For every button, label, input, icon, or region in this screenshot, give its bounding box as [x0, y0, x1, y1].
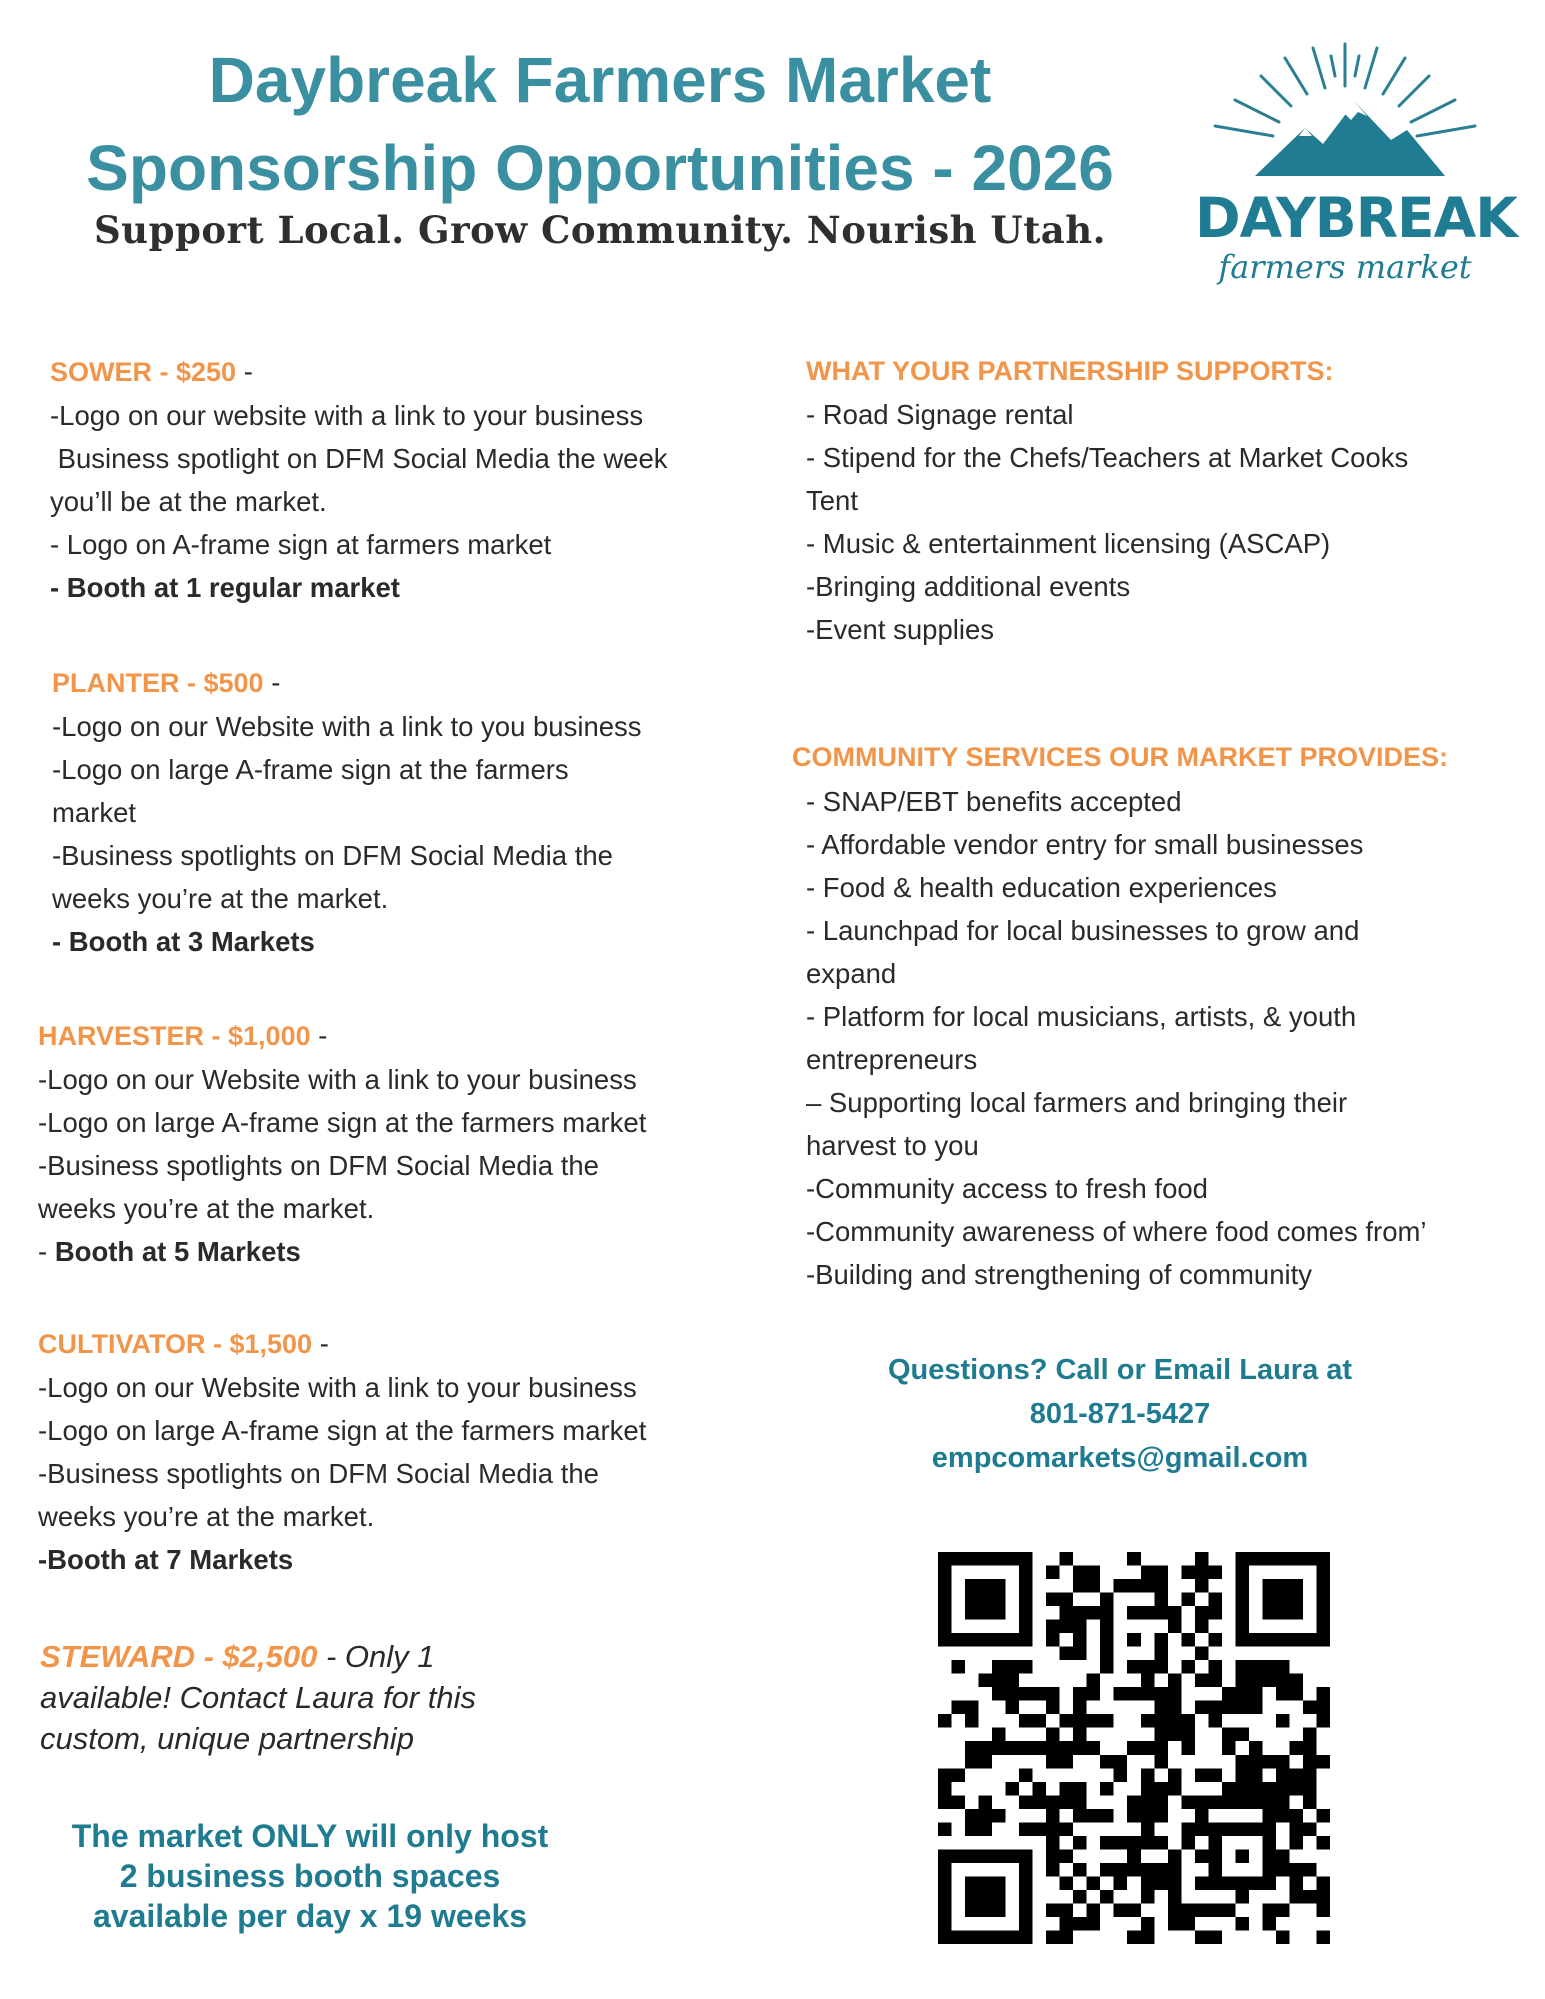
tier-benefit: -Business spotlights on DFM Social Media the	[38, 1458, 599, 1489]
tier-benefit: weeks you’re at the market.	[52, 883, 389, 914]
tier-benefit: -Business spotlights on DFM Social Media the	[38, 1150, 599, 1181]
note-line: available per day x 19 weeks	[92, 1898, 528, 1934]
tier-sower	[50, 350, 750, 609]
tier-benefit: weeks you’re at the market.	[38, 1193, 375, 1224]
tier-benefit: - Logo on A-frame sign at farmers market	[50, 529, 552, 560]
booth-availability-note	[30, 1816, 590, 1936]
section-heading: WHAT YOUR PARTNERSHIP SUPPORTS:	[806, 356, 1334, 386]
tier-benefit: -Logo on our website with a link to your business	[50, 400, 644, 431]
tier-heading: CULTIVATOR - $1,500	[38, 1329, 313, 1359]
contact-info	[820, 1348, 1420, 1480]
tier-separator: -	[312, 1328, 329, 1359]
logo-subtitle: farmers market	[1218, 248, 1472, 286]
title-line-2: Sponsorship Opportunities - 2026	[86, 132, 1114, 204]
tier-benefit: weeks you’re at the market.	[38, 1501, 375, 1532]
tier-heading: SOWER - $250	[50, 357, 237, 387]
tier-harvester	[38, 1014, 758, 1273]
tier-benefit: -Logo on our Website with a link to your business	[38, 1372, 637, 1403]
service-item: - Affordable vendor entry for small businesses	[806, 829, 1364, 860]
support-item: -Bringing additional events	[806, 571, 1131, 602]
contact-prompt: Questions? Call or Email Laura at	[887, 1354, 1353, 1386]
tier-benefit: -Logo on our Website with a link to your business	[38, 1064, 637, 1095]
tier-benefit: -Logo on large A-frame sign at the farmers market	[38, 1107, 647, 1138]
tier-steward	[40, 1636, 640, 1759]
tier-booth-dash: -	[38, 1236, 55, 1267]
service-item: - Platform for local musicians, artists, & youth	[806, 1001, 1357, 1032]
tier-separator: -	[236, 356, 253, 387]
tier-booth: - Booth at 3 Markets	[52, 926, 315, 957]
tier-benefit: -Logo on large A-frame sign at the farmers	[52, 754, 569, 785]
tier-separator: -	[310, 1020, 328, 1051]
community-services-list	[806, 780, 1536, 1296]
service-item: -Community awareness of where food comes from’	[806, 1216, 1427, 1247]
tier-planter	[52, 661, 762, 963]
service-item: entrepreneurs	[806, 1044, 978, 1075]
service-item: harvest to you	[806, 1130, 979, 1161]
note-line: 2 business booth spaces	[119, 1858, 501, 1894]
contact-phone[interactable]: 801-871-5427	[1029, 1398, 1211, 1430]
mountain-sunrise-logo-icon	[1195, 36, 1495, 196]
section-heading: COMMUNITY SERVICES OUR MARKET PROVIDES:	[792, 742, 1449, 772]
daybreak-logo	[1195, 36, 1517, 286]
service-item: - SNAP/EBT benefits accepted	[806, 786, 1182, 817]
tier-booth: Booth at 5 Markets	[54, 1236, 301, 1267]
tier-benefit: Business spotlight on DFM Social Media the week	[50, 443, 668, 474]
tier-booth: -Booth at 7 Markets	[38, 1544, 294, 1575]
service-item: -Community access to fresh food	[806, 1173, 1208, 1204]
tagline: Support Local. Grow Community. Nourish Utah.	[93, 208, 1107, 252]
steward-note: - Only 1	[317, 1639, 435, 1674]
qr-code-icon[interactable]	[938, 1552, 1330, 1944]
tier-separator: -	[263, 667, 281, 698]
tier-benefit: you’ll be at the market.	[50, 486, 327, 517]
tier-benefit: -Logo on our Website with a link to you business	[52, 711, 642, 742]
steward-note: available! Contact Laura for this	[40, 1680, 476, 1715]
tier-benefit: market	[52, 797, 137, 828]
title-line-1: Daybreak Farmers Market	[208, 44, 992, 116]
tier-heading: STEWARD - $2,500	[40, 1639, 318, 1674]
support-item: - Stipend for the Chefs/Teachers at Market Cooks	[806, 442, 1409, 473]
support-item: - Music & entertainment licensing (ASCAP)	[806, 528, 1331, 559]
service-item: expand	[806, 958, 897, 989]
partnership-supports	[806, 350, 1526, 651]
support-item: - Road Signage rental	[806, 399, 1074, 430]
page-title	[60, 36, 1140, 212]
steward-note: custom, unique partnership	[40, 1721, 414, 1756]
community-services	[792, 736, 1532, 779]
tier-cultivator	[38, 1322, 758, 1581]
service-item: - Food & health education experiences	[806, 872, 1277, 903]
support-item: Tent	[806, 485, 858, 516]
tier-heading: PLANTER - $500	[52, 668, 264, 698]
tier-benefit: -Logo on large A-frame sign at the farmers market	[38, 1415, 647, 1446]
service-item: – Supporting local farmers and bringing their	[806, 1087, 1348, 1118]
service-item: -Building and strengthening of community	[806, 1259, 1312, 1290]
tier-booth: - Booth at 1 regular market	[50, 572, 400, 603]
logo-wordmark: DAYBREAK	[1195, 186, 1517, 250]
support-item: -Event supplies	[806, 614, 995, 645]
tier-benefit: -Business spotlights on DFM Social Media the	[52, 840, 613, 871]
tier-heading: HARVESTER - $1,000	[38, 1021, 311, 1051]
note-line: The market ONLY will only host	[71, 1818, 549, 1854]
service-item: - Launchpad for local businesses to grow and	[806, 915, 1360, 946]
contact-email[interactable]: empcomarkets@gmail.com	[931, 1442, 1309, 1474]
